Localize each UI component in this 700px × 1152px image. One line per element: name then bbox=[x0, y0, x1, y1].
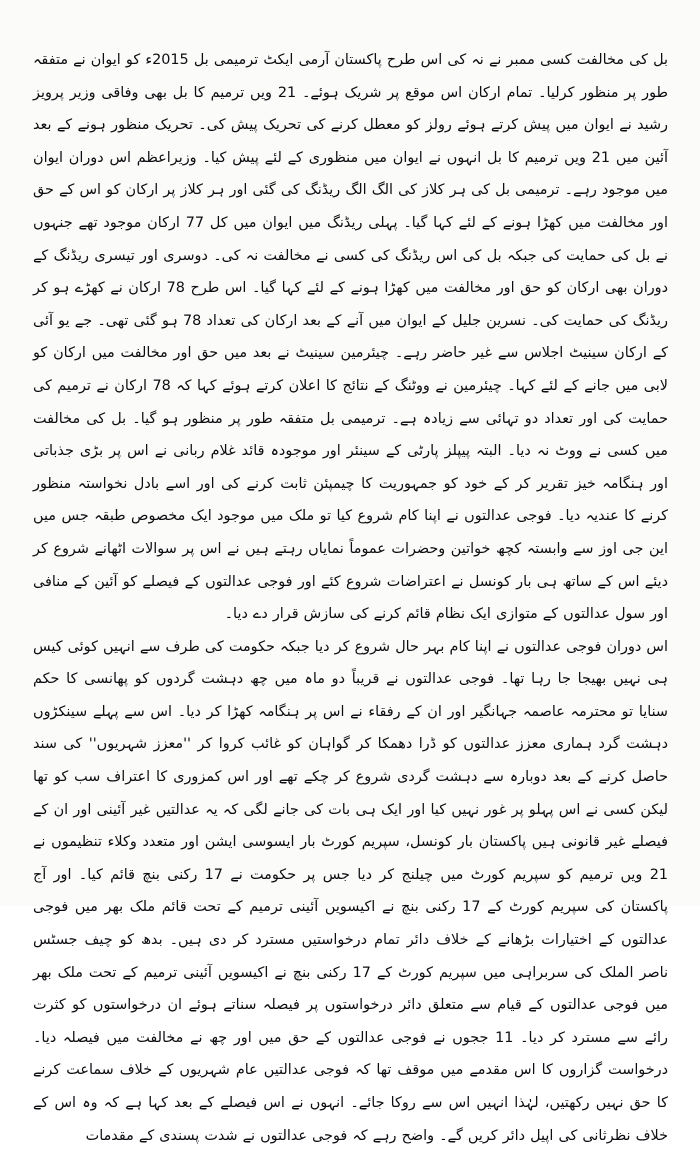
article-paragraph-1: بل کی مخالفت کسی ممبر نے نہ کی اس طرح پاکستان آرمی ایکٹ ترمیمی بل 2015ء کو ایوان نے متفقہ طور پر منظور کرلیا۔ تمام ارکان اس موقع پر شریک ہوئے۔ 21 ویں ترمیم کا بل بھی وفاقی وزیر پرویز رشید نے ایوان میں پیش کرتے ہوئے رولز کو معطل کرنے کی تحریک پیش کی۔ تحریک منظور ہونے کے بعد آئین میں 21 ویں ترمیم کا بل انہوں نے ایوان میں منظوری کے لئے پیش کیا۔ وزیراعظم اس دوران ایوان میں موجود رہے۔ ترمیمی بل کی ہر کلاز کی الگ الگ ریڈنگ کی گئی اور ہر کلاز پر ارکان کو اس کے حق اور مخالفت میں کھڑا ہونے کے لئے کہا گیا۔ پہلی ریڈنگ میں ایوان میں کل 77 ارکان موجود تھے جنہوں نے بل کی حمایت کی جبکہ بل کی اس ریڈنگ کی کسی نے مخالفت نہ کی۔ دوسری اور تیسری ریڈنگ کے دوران بھی ارکان کو حق اور مخالفت میں کھڑا ہونے کے لئے کہا گیا۔ اس طرح 78 ارکان نے کھڑے ہو کر ریڈنگ کی حمایت کی۔ نسرین جلیل کے ایوان میں آنے کے بعد ارکان کی تعداد 78 ہو گئی تھی۔ جے یو آئی کے ارکان سینیٹ اجلاس سے غیر حاضر رہے۔ چیئرمین سینیٹ نے بعد میں حق اور مخالفت میں ارکان کو لابی میں جانے کے لئے کہا۔ چیئرمین نے ووٹنگ کے نتائج کا اعلان کرتے ہوئے کہا کہ 78 ارکان نے ترمیم کی حمایت کی اور تعداد دو تہائی سے زیادہ ہے۔ ترمیمی بل متفقہ طور پر منظور ہو گیا۔ بل کی مخالفت میں کسی نے ووٹ نہ دیا۔ البتہ پیپلز پارٹی کے سینئر اور موجودہ قائد غلام ربانی نے اس پر بڑی جذباتی اور ہنگامہ خیز تقریر کر کے خود کو جمہوریت کا چیمپئن ثابت کرنے کی اور اسے بادل نخواستہ منظور کرنے کا عندیہ دیا۔ فوجی عدالتوں نے اپنا کام شروع کیا تو ملک میں موجود ایک مخصوص طبقہ جس میں این جی اوز سے وابستہ کچھ خواتین وحضرات عموماً نمایاں رہتے ہیں نے اس پر سوالات اٹھانے شروع کر دیئے اس کے ساتھ ہی بار کونسل نے اعتراضات شروع کئے اور فوجی عدالتوں کے فیصلے کو آئین کے منافی اور سول عدالتوں کے متوازی ایک نظام قائم کرنے کی سازش قرار دے دیا۔ bbox=[33, 52, 669, 623]
article-body bbox=[33, 44, 668, 1152]
article-paragraph-2: اس دوران فوجی عدالتوں نے اپنا کام بہر حال شروع کر دیا جبکہ حکومت کی طرف سے انہیں کوئی کیس ہی نہیں بھیجا جا رہا تھا۔ فوجی عدالتوں نے قریباً دو ماہ میں چھ دہشت گردوں کو پھانسی کا حکم سنایا تو محترمہ عاصمہ جہانگیر اور ان کے رفقاء نے اس پر ہنگامہ کھڑا کر دیا۔ اس سے پہلے سینکڑوں دہشت گرد ہماری معزز عدالتوں کو ڈرا دھمکا کر گواہان کو غائب کروا کر ''معزز شہریوں'' کی سند حاصل کرنے کے بعد دوبارہ سے دہشت گردی شروع کر چکے تھے اور اس کمزوری کا اعتراف سب کو تھا لیکن کسی نے اس پہلو پر غور نہیں کیا اور ایک ہی بات کی جانے لگی کہ یہ عدالتیں غیر آئینی اور ان کے فیصلے غیر قانونی ہیں پاکستان بار کونسل، سپریم کورٹ بار ایسوسی ایشن اور متعدد وکلاء تنظیموں نے 21 ویں ترمیم کو سپریم کورٹ میں چیلنج کر دیا جس پر حکومت نے 17 رکنی بنچ قائم کیا۔ اور آج پاکستان کی سپریم کورٹ کے 17 رکنی بنچ نے اکیسویں آئینی ترمیم کے تحت قائم ملک بھر میں فوجی عدالتوں کے اختیارات بڑھانے کے خلاف دائر تمام درخواستیں مسترد کر دی ہیں۔ بدھ کو چیف جسٹس ناصر الملک کی سربراہی میں سپریم کورٹ کے 17 رکنی بنچ نے اکیسویں آئینی ترمیم کے تحت ملک بھر میں فوجی عدالتوں کے قیام سے متعلق دائر درخواستوں پر فیصلہ سناتے ہوئے ان درخواستوں کو کثرت رائے سے مسترد کر دیا۔ 11 ججوں نے فوجی عدالتوں کے حق میں اور چھ نے مخالفت میں فیصلہ دیا۔ درخواست گزاروں کا اس مقدمے میں موقف تھا کہ فوجی عدالتیں عام شہریوں کے خلاف سماعت کرنے کا حق نہیں رکھتیں، لہٰذا انہیں اس سے روکا جائے۔ انہوں نے اس فیصلے کے بعد کہا ہے کہ وہ اس کے خلاف نظرثانی کی اپیل دائر کریں گے۔ واضح رہے کہ فوجی عدالتوں نے شدت پسندی کے مقدمات bbox=[33, 638, 669, 1144]
